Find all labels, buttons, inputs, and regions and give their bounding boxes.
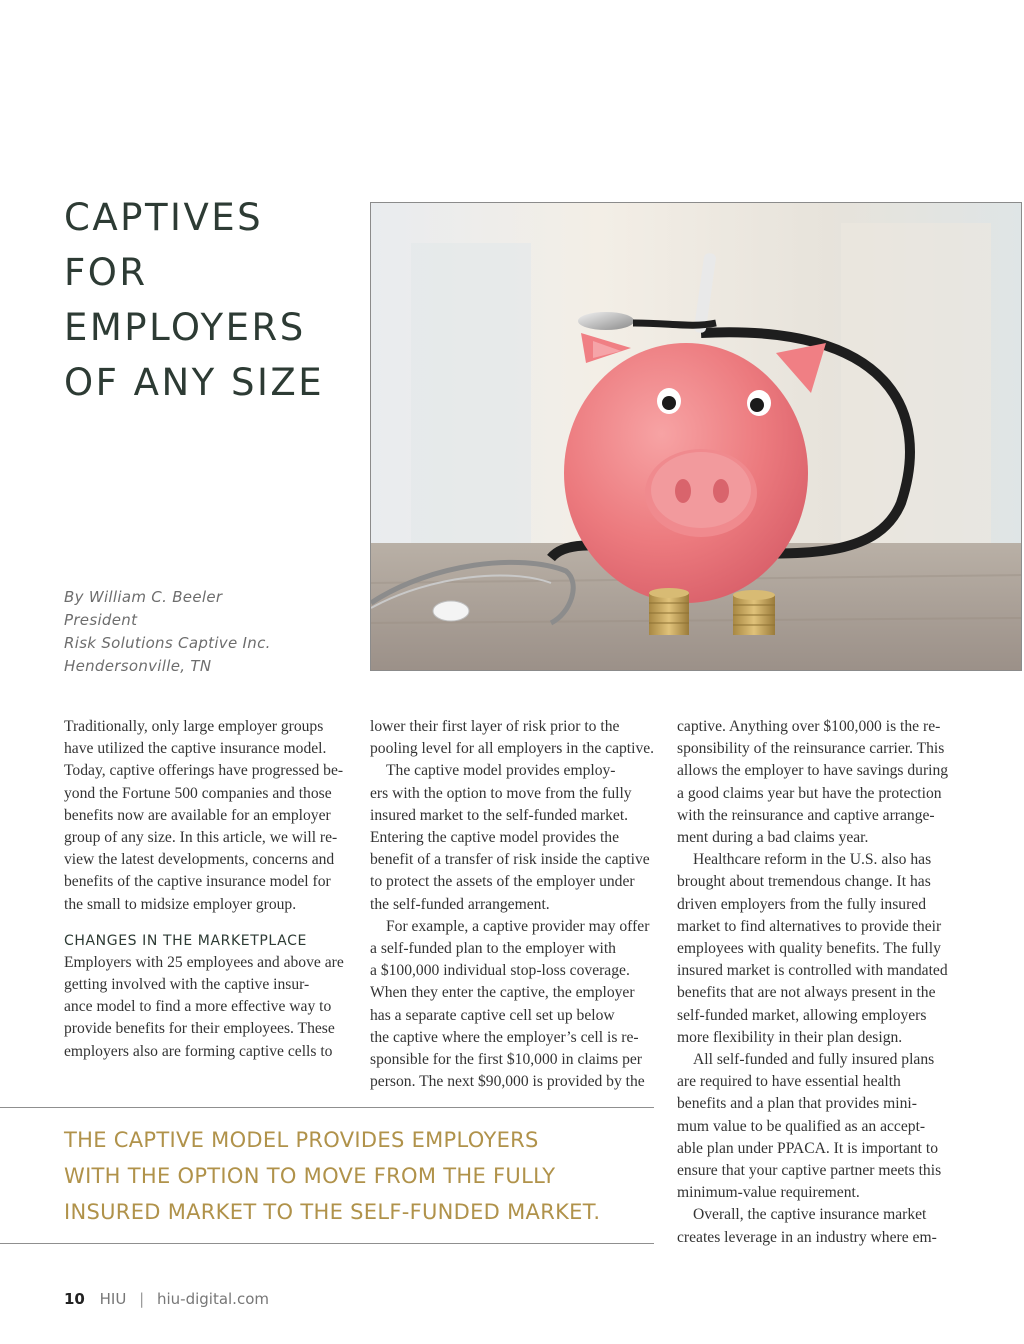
text-line: getting involved with the captive insur- [64, 976, 310, 994]
page-number: 10 [64, 1290, 85, 1308]
text-line: benefits of the captive insurance model for [64, 873, 331, 891]
text-line: All self-funded and fully insured plans [693, 1051, 935, 1069]
text-line: ment during a bad claims year. [677, 829, 869, 847]
text-line: For example, a captive provider may offer [386, 917, 650, 935]
text-line: Employers with 25 employees and above are [64, 953, 344, 971]
pullquote-line: INSURED MARKET TO THE SELF-FUNDED MARKET. [64, 1200, 601, 1224]
text-line: with the reinsurance and captive arrange- [677, 806, 935, 824]
text-line: the captive where the employer’s cell is re- [370, 1028, 639, 1046]
text-line: benefit of a transfer of risk inside the captive [370, 851, 650, 869]
body-paragraph [64, 952, 354, 1063]
pullquote-line: WITH THE OPTION TO MOVE FROM THE FULLY [64, 1164, 556, 1188]
pullquote-rule-bottom [0, 1243, 654, 1244]
text-line: Healthcare reform in the U.S. also has [693, 851, 932, 869]
text-line: employees with quality benefits. The fully [677, 940, 941, 958]
author-name: By William C. Beeler [64, 588, 223, 606]
text-line: sponsibility of the reinsurance carrier. This [677, 740, 945, 758]
article-photo [370, 202, 1022, 671]
text-line: ensure that your captive partner meets this [677, 1162, 942, 1180]
text-line: are required to have essential health [677, 1073, 901, 1091]
section-heading: CHANGES IN THE MARKETPLACE [64, 932, 307, 949]
text-line: person. The next $90,000 is provided by the [370, 1073, 645, 1091]
text-line: insured market is controlled with mandated [677, 962, 948, 980]
text-line: benefits now are available for an employer [64, 806, 331, 824]
text-line: allows the employer to have savings during [677, 762, 949, 780]
text-line: group of any size. In this article, we will re- [64, 829, 338, 847]
text-line: sponsible for the first $10,000 in claims per [370, 1051, 642, 1069]
website-link[interactable]: hiu-digital.com [156, 1290, 269, 1308]
text-line: has a separate captive cell set up below [370, 1006, 615, 1024]
text-line: more flexibility in their plan design. [677, 1028, 903, 1046]
text-column-3 [677, 716, 967, 1249]
text-line: to protect the assets of the employer under [370, 873, 635, 891]
article-title [64, 190, 364, 410]
text-line: a $100,000 individual stop-loss coverage. [370, 962, 630, 980]
title-line: FOR [64, 251, 148, 294]
text-line: mum value to be qualified as an accept- [677, 1117, 926, 1135]
title-line: OF ANY SIZE [64, 361, 325, 404]
text-line: ance model to find a more effective way to [64, 998, 332, 1016]
text-line: the self-funded arrangement. [370, 895, 550, 913]
text-line: brought about tremendous change. It has [677, 873, 931, 891]
text-line: Entering the captive model provides the [370, 829, 619, 847]
text-line: Overall, the captive insurance market [693, 1206, 927, 1224]
pullquote-rule-top [0, 1107, 654, 1108]
text-line: insured market to the self-funded market. [370, 806, 629, 824]
piggy-bank-illustration [371, 203, 1022, 671]
text-line: self-funded market, allowing employers [677, 1006, 927, 1024]
pullquote [64, 1122, 664, 1230]
byline [64, 586, 364, 678]
text-line: have utilized the captive insurance model. [64, 740, 327, 758]
text-line: the small to midsize employer group. [64, 895, 297, 913]
text-line: ers with the option to move from the fully [370, 784, 632, 802]
text-line: creates leverage in an industry where em- [677, 1228, 937, 1246]
text-column-2 [370, 716, 660, 1093]
text-line: minimum-value requirement. [677, 1184, 860, 1202]
text-line: Today, captive offerings have progressed be- [64, 762, 344, 780]
text-line: The captive model provides employ- [386, 762, 616, 780]
footer-separator: | [139, 1290, 145, 1308]
text-line: pooling level for all employers in the captive. [370, 740, 655, 758]
text-line: a self-funded plan to the employer with [370, 940, 616, 958]
author-title: President [64, 611, 138, 629]
pullquote-line: THE CAPTIVE MODEL PROVIDES EMPLOYERS [64, 1128, 539, 1152]
author-location: Hendersonville, TN [64, 657, 212, 675]
text-line: market to find alternatives to provide their [677, 917, 942, 935]
text-line: benefits and a plan that provides mini- [677, 1095, 917, 1113]
title-line: CAPTIVES [64, 196, 264, 239]
text-line: benefits that are not always present in the [677, 984, 936, 1002]
text-line: Traditionally, only large employer groups [64, 718, 324, 735]
text-line: provide benefits for their employees. These [64, 1020, 335, 1038]
text-line: a good claims year but have the protection [677, 784, 942, 802]
text-line: employers also are forming captive cells to [64, 1042, 333, 1060]
text-line: When they enter the captive, the employer [370, 984, 635, 1002]
title-line: EMPLOYERS [64, 306, 306, 349]
intro-paragraph [64, 716, 354, 916]
publication-name: HIU [99, 1290, 127, 1308]
author-company: Risk Solutions Captive Inc. [64, 634, 271, 652]
text-line: able plan under PPACA. It is important to [677, 1139, 939, 1157]
text-line: yond the Fortune 500 companies and those [64, 784, 332, 802]
text-line: lower their first layer of risk prior to the [370, 718, 620, 735]
text-line: view the latest developments, concerns and [64, 851, 335, 869]
page-footer [64, 1290, 269, 1308]
text-line: captive. Anything over $100,000 is the re- [677, 718, 941, 735]
text-line: driven employers from the fully insured [677, 895, 927, 913]
text-column-1 [64, 716, 354, 1063]
